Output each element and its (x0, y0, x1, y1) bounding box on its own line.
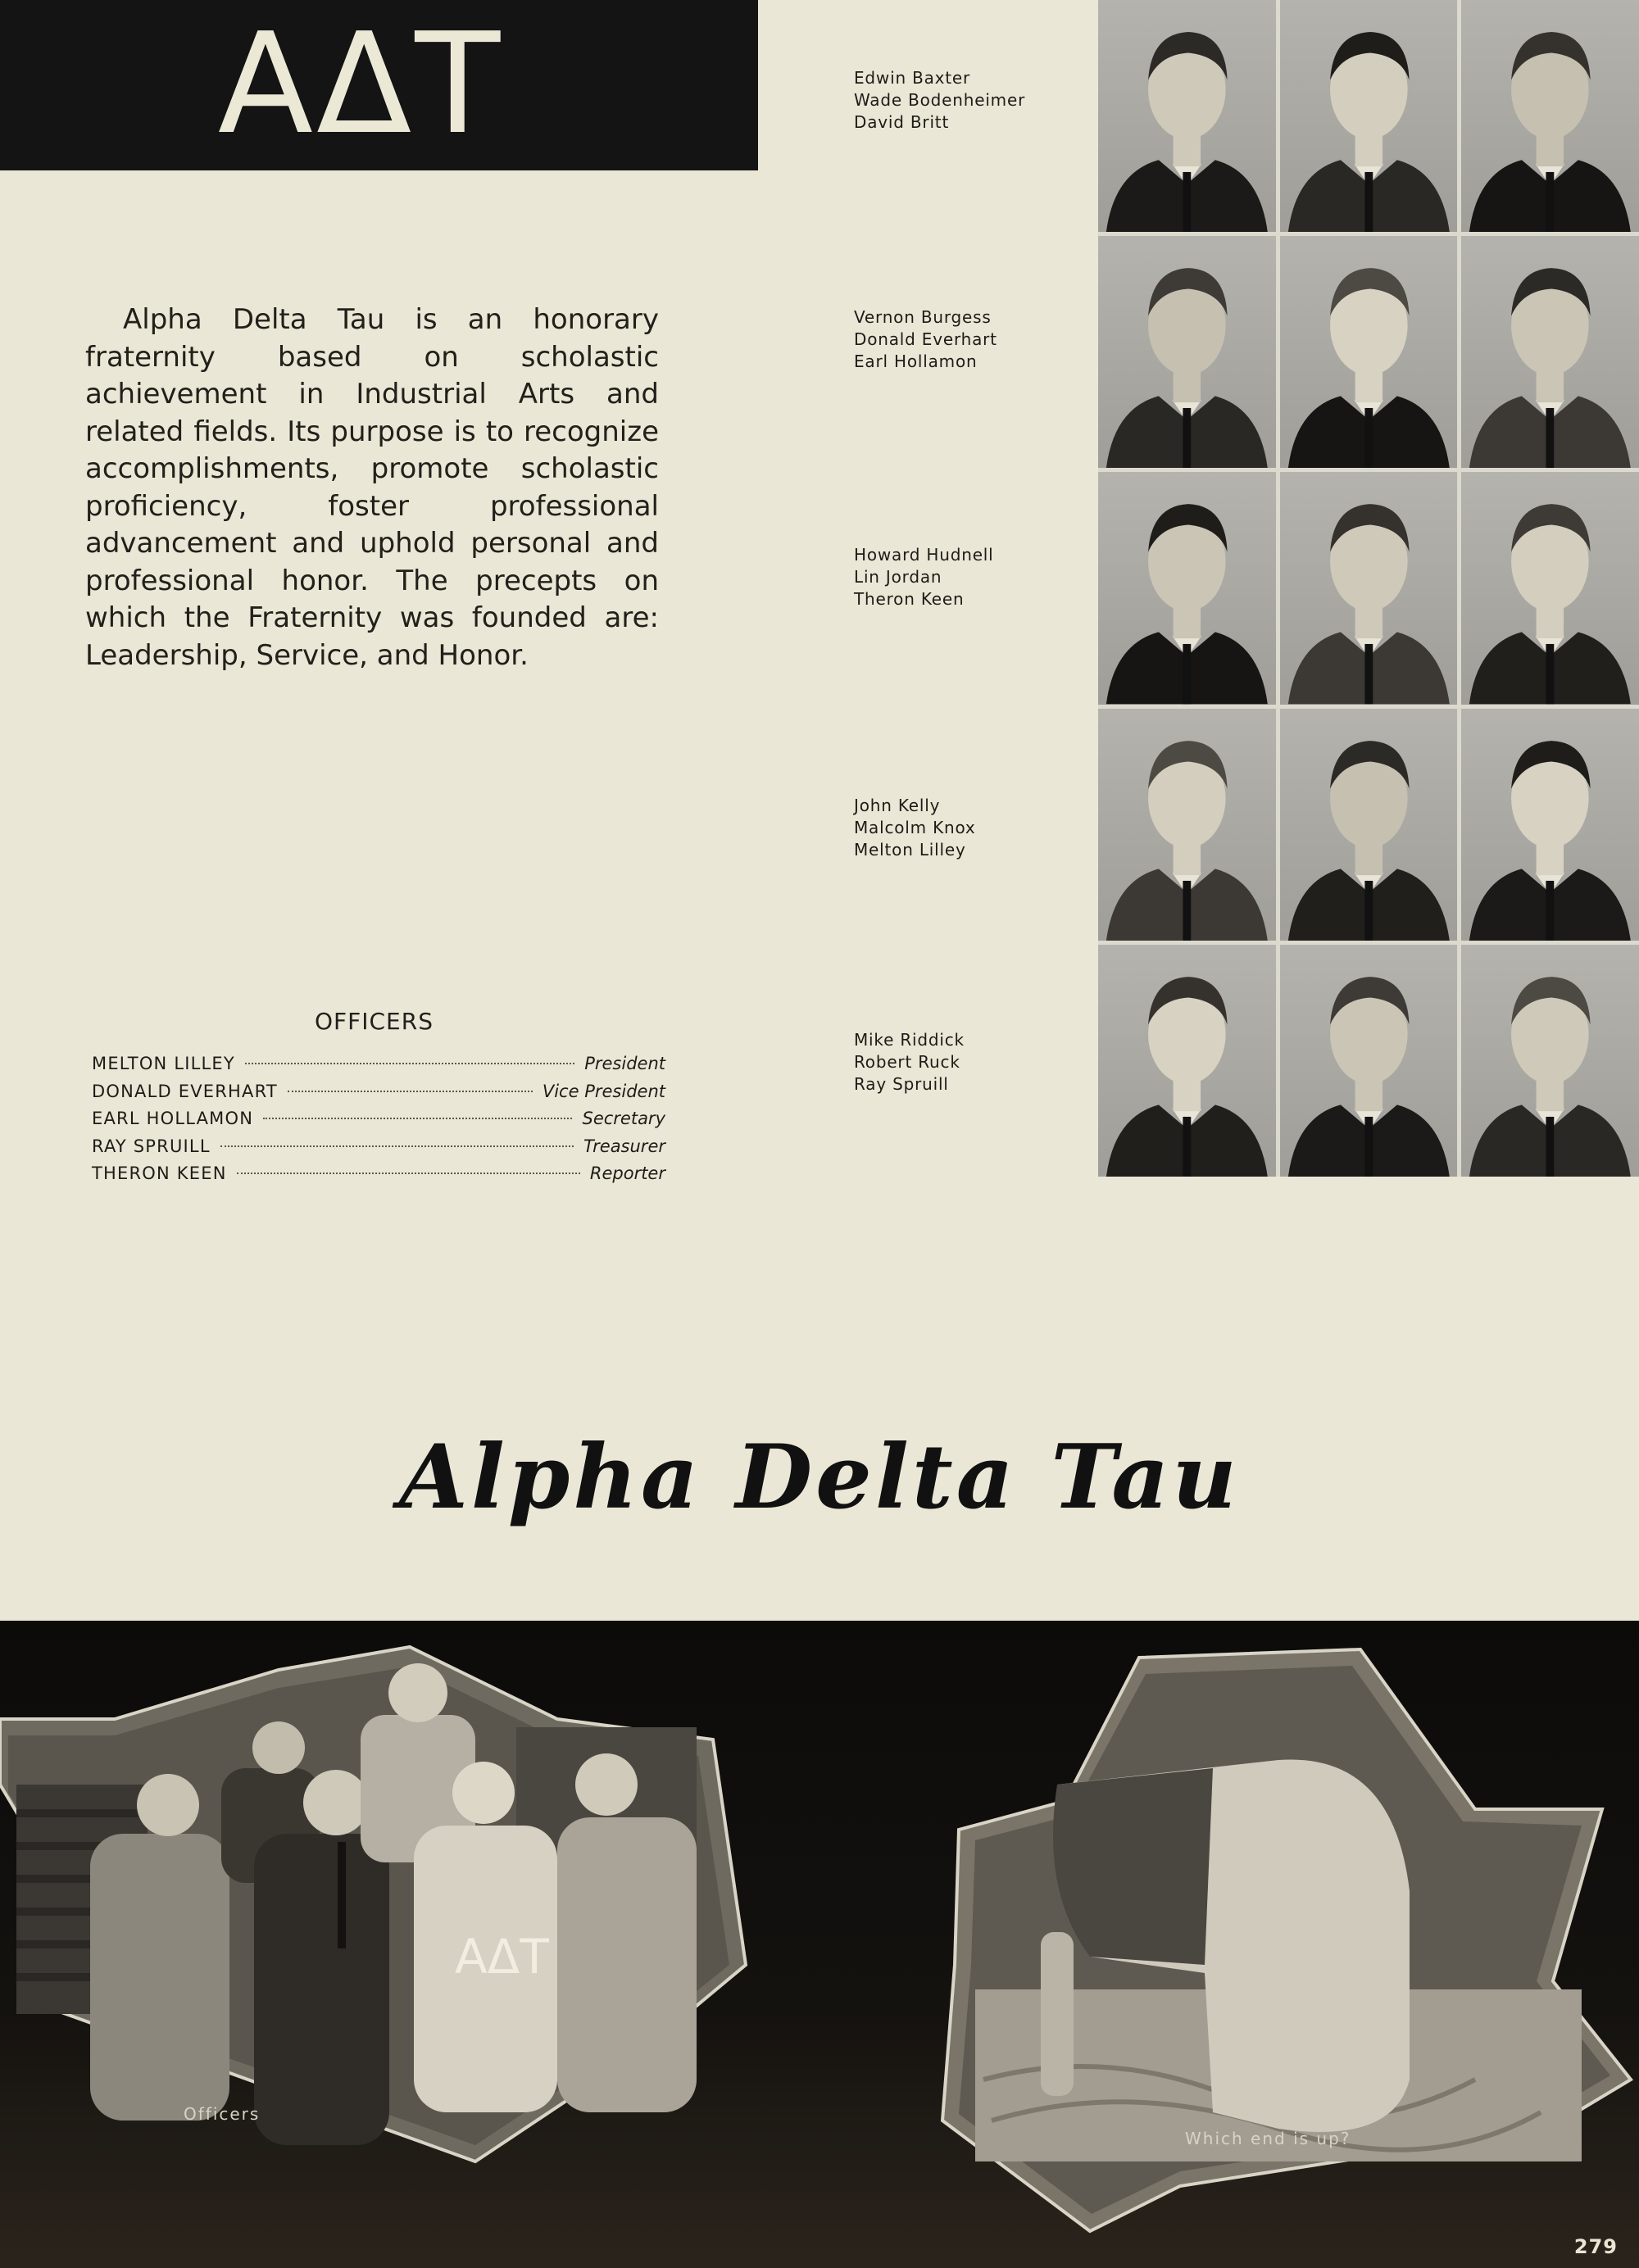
officer-role: Reporter (589, 1163, 665, 1183)
officers-photo (0, 1647, 746, 2161)
member-portrait (1461, 472, 1639, 704)
member-portrait (1280, 945, 1458, 1177)
member-name: Earl Hollamon (854, 352, 978, 371)
officer-role: Treasurer (583, 1136, 665, 1156)
member-portrait (1098, 709, 1276, 941)
officer-role: President (584, 1054, 665, 1073)
member-portrait (1280, 709, 1458, 941)
script-title: Alpha Delta Tau (399, 1426, 1240, 1529)
intro-paragraph: Alpha Delta Tau is an honorary fraternity based on scholastic achievement in Industrial Arts and related fields. Its purpose is to recognize accomplishments, promote scholastic proficiency, foster professional advancement and uphold personal and professional honor. The precepts on which the Fraternity was founded are: Leadership, Service, and Honor. (85, 303, 659, 672)
officer-name: DONALD EVERHART (92, 1081, 278, 1101)
member-name: Donald Everhart (854, 329, 997, 349)
member-portrait (1098, 0, 1276, 232)
dotted-leader (288, 1091, 533, 1092)
floor-photo-caption: Which end is up? (1185, 2129, 1351, 2148)
officer-name: THERON KEEN (92, 1163, 227, 1183)
member-portrait (1461, 0, 1639, 232)
officer-row (92, 1082, 665, 1109)
page-number: 279 (1573, 2235, 1618, 2258)
greek-letter-header (0, 0, 758, 170)
dotted-leader (237, 1173, 580, 1174)
dotted-leader (245, 1063, 574, 1064)
member-name: Lin Jordan (854, 567, 942, 587)
member-name: Ray Spruill (854, 1074, 949, 1094)
officer-name: RAY SPRUILL (92, 1136, 211, 1156)
member-name: Edwin Baxter (854, 68, 971, 88)
officer-name: MELTON LILLEY (92, 1054, 235, 1073)
member-names-row-1 (854, 67, 1075, 134)
photo-band (0, 1621, 1639, 2268)
member-name: Mike Riddick (854, 1030, 965, 1050)
member-name: John Kelly (854, 796, 941, 815)
officers-list (92, 1054, 665, 1191)
officers-caption: Officers (184, 2104, 261, 2124)
officer-row (92, 1109, 665, 1136)
officer-role: Secretary (582, 1109, 665, 1128)
member-portrait-grid (1098, 0, 1639, 1177)
member-portrait (1098, 236, 1276, 468)
member-names-row-5 (854, 1029, 1075, 1095)
member-name: Malcolm Knox (854, 818, 976, 837)
member-portrait (1461, 709, 1639, 941)
photo-collage (0, 1621, 1639, 2268)
member-portrait (1280, 236, 1458, 468)
dotted-leader (220, 1145, 574, 1147)
officer-row (92, 1054, 665, 1082)
member-name: Vernon Burgess (854, 307, 992, 327)
member-portrait (1098, 472, 1276, 704)
dotted-leader (263, 1118, 572, 1119)
member-portrait (1098, 945, 1276, 1177)
officer-row (92, 1136, 665, 1164)
member-portrait (1280, 472, 1458, 704)
member-portrait (1461, 945, 1639, 1177)
officers-heading: OFFICERS (315, 1008, 434, 1035)
member-portrait (1280, 0, 1458, 232)
member-name: Theron Keen (854, 589, 965, 609)
member-name: Wade Bodenheimer (854, 90, 1026, 110)
greek-letters-title: ΑΔΤ (217, 3, 504, 166)
member-portrait (1461, 236, 1639, 468)
member-name: David Britt (854, 112, 950, 132)
officer-role: Vice President (542, 1081, 665, 1101)
member-names-row-3 (854, 544, 1075, 610)
member-names-row-2 (854, 306, 1075, 373)
officer-name: EARL HOLLAMON (92, 1109, 254, 1128)
member-name: Howard Hudnell (854, 545, 994, 565)
member-name: Melton Lilley (854, 840, 966, 860)
greek-letters-sign: ΑΔΤ (455, 1929, 549, 1984)
member-names-row-4 (854, 795, 1075, 861)
officer-row (92, 1163, 665, 1191)
member-name: Robert Ruck (854, 1052, 960, 1072)
